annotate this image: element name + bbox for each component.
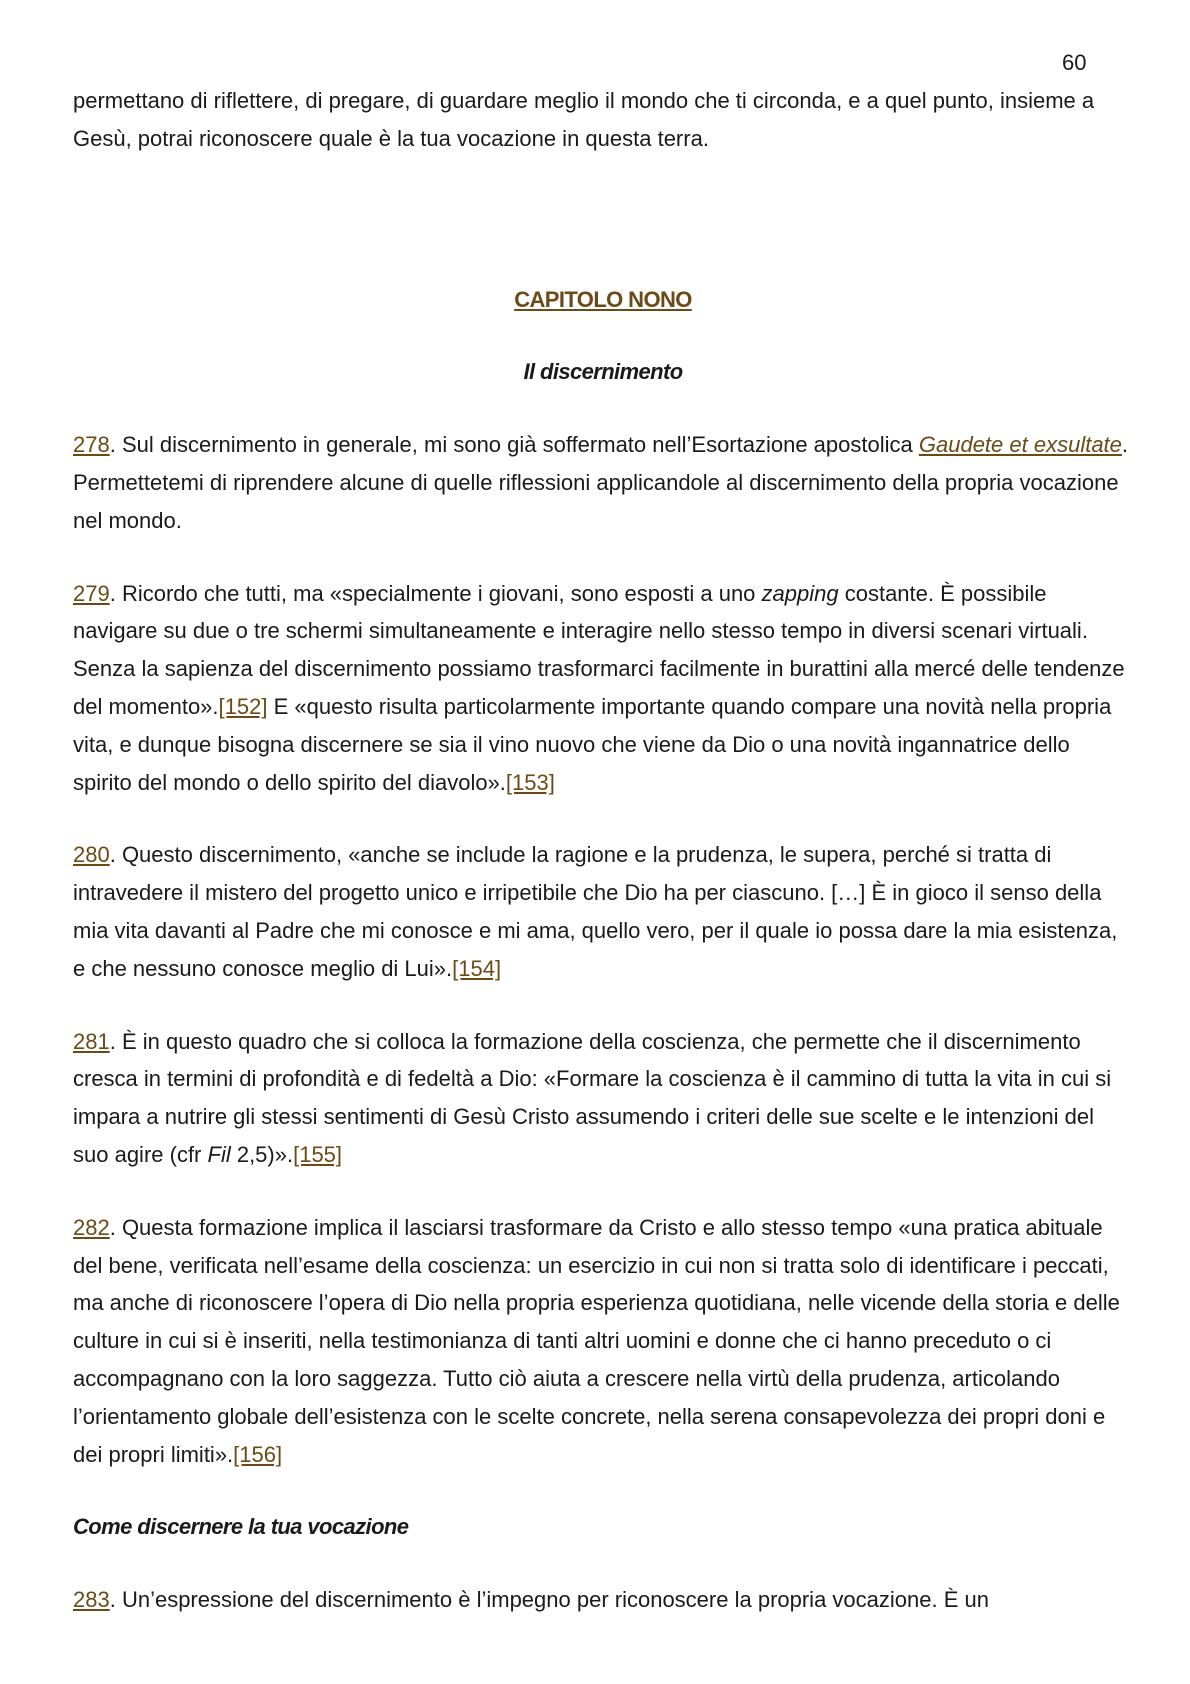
section-heading: Come discernere la tua vocazione xyxy=(73,1514,409,1540)
spacer xyxy=(73,801,1133,836)
paragraph-279 xyxy=(73,575,1133,802)
paragraph-281 xyxy=(73,1023,1133,1174)
chapter-title xyxy=(73,281,1133,319)
paragraph-number-link[interactable]: 283 xyxy=(73,1587,110,1613)
paragraph-text: . Un’espressione del discernimento è l’impegno per riconoscere la propria vocazione. È un xyxy=(109,1587,989,1613)
paragraph-text: . Ricordo che tutti, ma «specialmente i giovani, sono esposti a uno xyxy=(109,580,762,606)
paragraph-number-link[interactable]: 279 xyxy=(73,580,110,606)
paragraph-text: costante. È possibile navigare su due o tre schermi simultaneamente e interagire nello stesso tempo in diversi scenari virtuali. Senza la sapienza del discernimento possiamo trasformarci facilmente in burattini alla mercé delle tendenze del momento». xyxy=(73,580,1125,719)
paragraph-text: . Sul discernimento in generale, mi sono già soffermato nell’Esortazione apostolica xyxy=(109,432,919,458)
spacer xyxy=(73,1546,1133,1581)
paragraph-text: . Questa formazione implica il lasciarsi trasformare da Cristo e allo stesso tempo «una pratica abituale del bene, verificata nell’esame della coscienza: un esercizio in cui non si tratta solo di identificare i peccati, ma anche di riconoscere l’opera di Dio nella propria esperienza quotidiana, nelle vicende della storia e delle culture in cui si è inseriti, nella testimonianza di tanti altri uomini e donne che ci hanno preceduto o ci accompagnano con la loro saggezza. Tutto ciò aiuta a crescere nella virtù della prudenza, articolando l’orientamento globale dell’esistenza con le scelte concrete, nella serena consapevolezza dei propri doni e dei propri limiti». xyxy=(73,1214,1120,1467)
spacer xyxy=(73,1473,1133,1508)
spacer xyxy=(73,988,1133,1023)
chapter-subtitle: Il discernimento xyxy=(523,359,683,385)
footnote-link-154[interactable]: [154] xyxy=(452,955,502,981)
paragraph-280 xyxy=(73,836,1133,987)
paragraph-282 xyxy=(73,1209,1133,1474)
footnote-link-153[interactable]: [153] xyxy=(505,769,555,795)
page-number: 60 xyxy=(1062,50,1087,75)
intro-paragraph: permettano di riflettere, di pregare, di guardare meglio il mondo che ti circonda, e a quel punto, insieme a Gesù, potrai riconoscere quale è la tua vocazione in questa terra. xyxy=(73,88,1095,151)
footnote-link-156[interactable]: [156] xyxy=(233,1441,283,1467)
spacer xyxy=(73,540,1133,575)
paragraph-number-link[interactable]: 280 xyxy=(73,842,110,868)
italic-term: zapping xyxy=(761,580,839,606)
chapter-title-link[interactable]: CAPITOLO NONO xyxy=(514,286,692,312)
spacer xyxy=(73,1174,1133,1209)
footnote-link-155[interactable]: [155] xyxy=(293,1141,343,1167)
paragraph-text: . Questo discernimento, «anche se include la ragione e la prudenza, le supera, perché si tratta di intravedere il mistero del progetto unico e irripetibile che Dio ha per ciascuno. […] È in gioco il senso della mia vita davanti al Padre che mi conosce e mi ama, quello vero, per il quale io possa dare la mia esistenza, e che nessuno conosce meglio di Lui». xyxy=(73,842,1118,981)
gaudete-et-exsultate-link[interactable]: Gaudete et exsultate xyxy=(918,432,1122,458)
italic-term: Fil xyxy=(207,1141,231,1167)
paragraph-text: . È in questo quadro che si colloca la formazione della coscienza, che permette che il discernimento cresca in termini di profondità e di fedeltà a Dio: «Formare la coscienza è il cammino di tutta la vita in cui si impara a nutrire gli stessi sentimenti di Gesù Cristo assumendo i criteri delle sue scelte e le intenzioni del suo agire (cfr xyxy=(73,1028,1112,1167)
spacer xyxy=(73,318,1133,353)
paragraph-text: 2,5)». xyxy=(230,1141,294,1167)
paragraph-number-link[interactable]: 281 xyxy=(73,1028,110,1054)
paragraph-number-link[interactable]: 282 xyxy=(73,1214,110,1240)
paragraph-number-link[interactable]: 278 xyxy=(73,432,110,458)
paragraph-text: E «questo risulta particolarmente importante quando compare una novità nella propria vita, e dunque bisogna discernere se sia il vino nuovo che viene da Dio o una novità ingannatrice dello spirito del mondo o dello spirito del diavolo». xyxy=(73,693,1112,795)
paragraph-278 xyxy=(73,426,1133,539)
footnote-link-152[interactable]: [152] xyxy=(218,693,268,719)
spacer xyxy=(73,391,1133,426)
document-body xyxy=(73,82,1133,1619)
spacer xyxy=(73,158,1133,281)
paragraph-text: . Permettetemi di riprendere alcune di quelle riflessioni applicandole al discernimento della propria vocazione nel mondo. xyxy=(73,432,1129,533)
paragraph-283 xyxy=(73,1581,1133,1619)
